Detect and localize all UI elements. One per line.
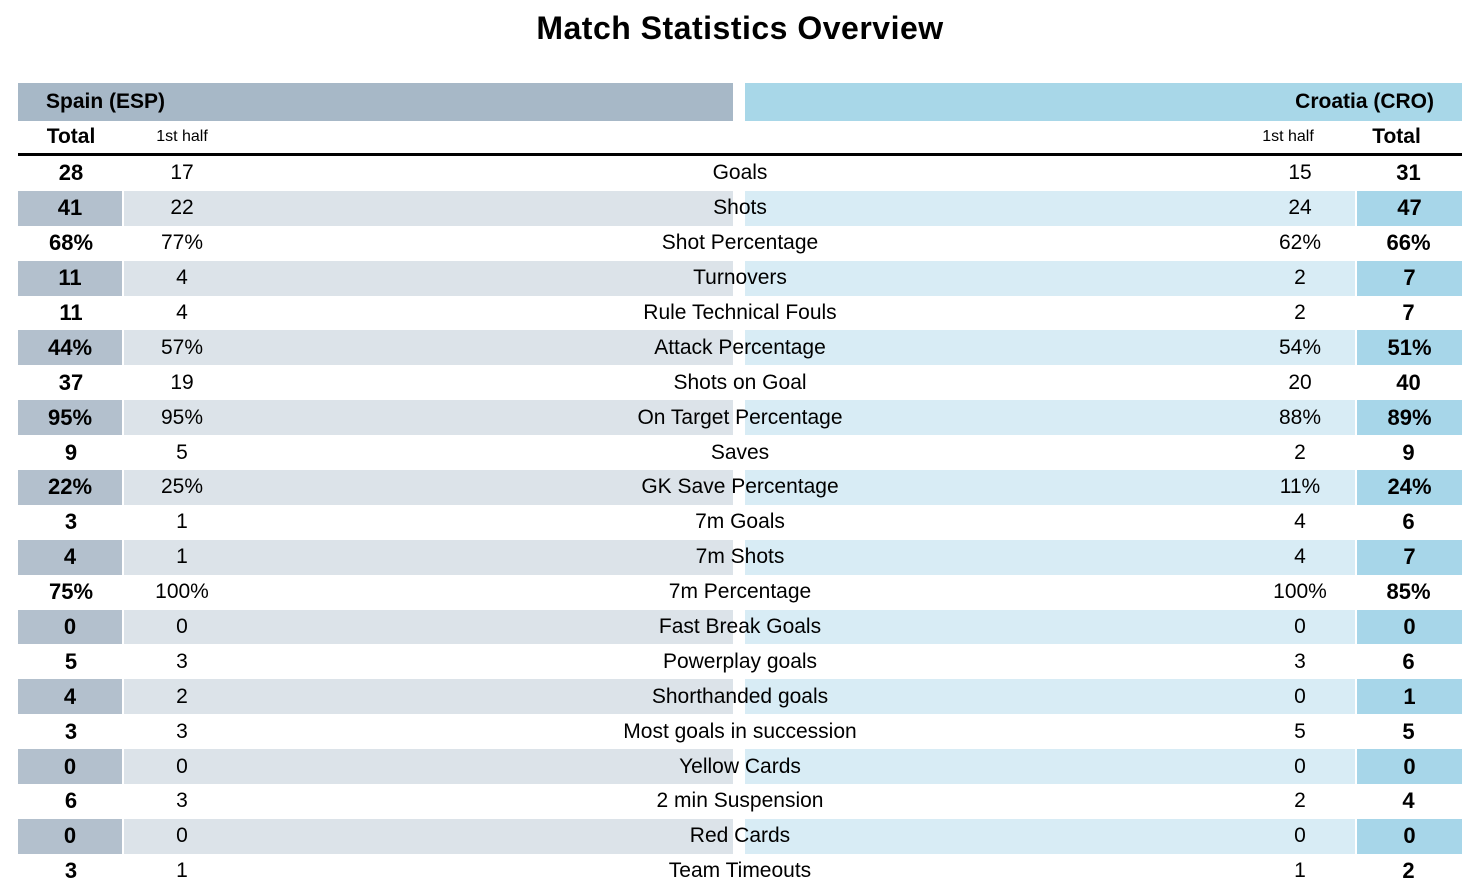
away-row-half: [745, 191, 1462, 226]
row-center-gap: [733, 505, 745, 540]
home-total-value: 6: [64, 788, 78, 814]
page-title: Match Statistics Overview: [536, 10, 944, 46]
stat-row: [18, 505, 1462, 540]
home-first-half-value: 19: [170, 370, 194, 394]
home-total-value: 3: [64, 509, 78, 535]
stat-label: Most goals in succession: [623, 719, 857, 743]
away-row-spacer: [745, 330, 1245, 365]
home-first-half-value: 1: [176, 510, 188, 534]
stat-row: [18, 854, 1462, 889]
row-center-gap: [733, 610, 745, 645]
home-row-half: [18, 610, 733, 645]
away-total-value: 89%: [1355, 400, 1462, 435]
home-first-half-value: 4: [176, 266, 188, 290]
away-row-spacer: [745, 714, 1245, 749]
stat-row: [18, 540, 1462, 575]
home-first-half-value: 1: [176, 859, 188, 883]
home-row-spacer: [240, 644, 733, 679]
stat-row: [18, 365, 1462, 400]
stat-label: On Target Percentage: [637, 405, 843, 429]
column-headers: [18, 121, 1462, 153]
home-first-half-value: 1: [176, 545, 188, 569]
away-total-value: 0: [1355, 749, 1462, 784]
home-column-headers: [18, 121, 733, 153]
stat-label: Shot Percentage: [661, 231, 819, 255]
home-total-value: 11: [18, 261, 124, 296]
home-row-spacer: [240, 365, 733, 400]
away-first-half-value: 3: [1294, 649, 1306, 673]
home-row-half: [18, 191, 733, 226]
home-row-spacer: [240, 330, 733, 365]
away-row-half: [745, 575, 1462, 610]
home-team-name: Spain (ESP): [46, 90, 166, 113]
away-row-half: [745, 400, 1462, 435]
home-total-value: 9: [64, 439, 78, 465]
home-row-spacer: [240, 784, 733, 819]
home-total-value: 22%: [18, 470, 124, 505]
home-row-spacer: [240, 679, 733, 714]
home-first-half-value: 5: [176, 440, 188, 464]
home-total-value: 4: [18, 540, 124, 575]
home-row-spacer: [240, 575, 733, 610]
home-total-value: 5: [64, 648, 78, 674]
stat-label: Powerplay goals: [662, 649, 818, 673]
stat-row: [18, 435, 1462, 470]
stat-row: [18, 679, 1462, 714]
away-row-spacer: [745, 610, 1245, 645]
home-row-spacer: [240, 191, 733, 226]
stat-label: 7m Percentage: [668, 580, 812, 604]
home-total-value: 0: [18, 749, 124, 784]
away-row-half: [745, 296, 1462, 331]
home-row-half: [18, 296, 733, 331]
away-total-value: 66%: [1386, 230, 1431, 256]
away-total-value: 51%: [1355, 330, 1462, 365]
away-row-half: [745, 261, 1462, 296]
home-first-half-value: 3: [176, 649, 188, 673]
away-row-half: [745, 226, 1462, 261]
home-total-value: 3: [64, 718, 78, 744]
row-center-gap: [733, 330, 745, 365]
stat-label: Goals: [712, 161, 768, 185]
stat-row: [18, 644, 1462, 679]
stat-row: [18, 156, 1462, 191]
away-row-half: [745, 749, 1462, 784]
stat-label: Shots: [713, 196, 767, 220]
away-total-value: 7: [1355, 540, 1462, 575]
away-first-half-value: 0: [1294, 684, 1306, 708]
away-row-half: [745, 156, 1462, 191]
home-first-half-value: 3: [176, 789, 188, 813]
stat-row: [18, 191, 1462, 226]
home-first-half-value: 100%: [155, 580, 209, 604]
away-first-half-value: 54%: [1278, 335, 1322, 359]
away-row-spacer: [745, 365, 1245, 400]
stat-label: Red Cards: [689, 824, 791, 848]
away-total-value: 7: [1402, 300, 1415, 325]
away-row-spacer: [745, 679, 1245, 714]
home-row-half: [18, 156, 733, 191]
away-first-half-value: 0: [1294, 824, 1306, 848]
row-center-gap: [733, 365, 745, 400]
home-row-half: [18, 540, 733, 575]
row-center-gap: [733, 156, 745, 191]
away-row-spacer: [745, 296, 1245, 331]
home-total-value: 11: [59, 300, 83, 325]
stat-label: Attack Percentage: [654, 335, 826, 359]
home-first-half-value: 4: [176, 301, 188, 324]
stat-row: [18, 330, 1462, 365]
home-first-half-value: 77%: [160, 231, 204, 255]
away-first-half-value: 4: [1294, 545, 1306, 569]
away-total-value: 24%: [1355, 470, 1462, 505]
stat-label: GK Save Percentage: [641, 475, 839, 499]
away-row-half: [745, 819, 1462, 854]
away-total-value: 0: [1355, 819, 1462, 854]
away-first-half-value: 2: [1294, 789, 1306, 813]
stat-row: [18, 575, 1462, 610]
stat-label: 7m Shots: [695, 545, 785, 569]
away-first-half-value: 2: [1294, 440, 1306, 464]
away-row-half: [745, 540, 1462, 575]
home-total-value: 3: [64, 858, 78, 884]
stat-row: [18, 296, 1462, 331]
stat-label: 7m Goals: [695, 510, 785, 534]
team-header-bars: [18, 83, 1462, 121]
away-total-value: 31: [1396, 160, 1421, 186]
away-first-half-value: 5: [1294, 719, 1306, 743]
row-center-gap: [733, 784, 745, 819]
away-first-half-value: 0: [1294, 754, 1306, 778]
home-team-header: [18, 83, 733, 121]
home-first-half-value: 22: [170, 196, 194, 220]
home-total-value: 28: [58, 160, 84, 186]
stats-rows: [18, 156, 1462, 889]
away-total-value: 5: [1402, 718, 1415, 744]
home-first-half-value: 0: [176, 754, 188, 778]
row-center-gap: [733, 296, 745, 331]
stat-label: Turnovers: [693, 266, 787, 290]
row-center-gap: [733, 854, 745, 889]
home-row-spacer: [240, 505, 733, 540]
stat-row: [18, 400, 1462, 435]
row-center-gap: [733, 261, 745, 296]
away-row-spacer: [745, 854, 1245, 889]
row-center-gap: [733, 540, 745, 575]
away-total-value: 7: [1355, 261, 1462, 296]
away-first-half-column-header: 1st half: [1262, 128, 1314, 145]
row-center-gap: [733, 191, 745, 226]
away-row-spacer: [745, 226, 1245, 261]
away-row-spacer: [745, 400, 1245, 435]
home-row-half: [18, 575, 733, 610]
home-total-value: 44%: [18, 330, 124, 365]
stat-row: [18, 226, 1462, 261]
home-row-half: [18, 261, 733, 296]
away-total-column-header: Total: [1372, 125, 1421, 148]
home-first-half-value: 0: [176, 824, 188, 848]
home-first-half-value: 95%: [160, 405, 204, 429]
home-row-half: [18, 784, 733, 819]
away-row-half: [745, 365, 1462, 400]
home-row-half: [18, 749, 733, 784]
away-row-spacer: [745, 575, 1245, 610]
home-row-half: [18, 505, 733, 540]
away-total-value: 9: [1402, 439, 1415, 465]
home-row-spacer: [240, 714, 733, 749]
stat-label: Team Timeouts: [668, 859, 812, 883]
away-total-value: 4: [1402, 788, 1415, 814]
away-total-value: 40: [1396, 369, 1421, 395]
away-total-value: 0: [1355, 610, 1462, 645]
stat-label: Yellow Cards: [679, 754, 801, 778]
away-row-half: [745, 714, 1462, 749]
home-total-value: 68%: [48, 230, 94, 256]
away-row-half: [745, 679, 1462, 714]
away-first-half-value: 4: [1294, 510, 1306, 534]
away-first-half-value: 88%: [1278, 405, 1322, 429]
stat-label: Shorthanded goals: [651, 684, 829, 708]
home-first-half-value: 17: [170, 161, 194, 185]
away-row-spacer: [745, 505, 1245, 540]
stat-row: [18, 749, 1462, 784]
home-first-half-value: 2: [176, 684, 188, 708]
home-total-column-header: Total: [46, 125, 96, 148]
row-center-gap: [733, 435, 745, 470]
away-row-spacer: [745, 644, 1245, 679]
row-center-gap: [733, 400, 745, 435]
row-center-gap: [733, 714, 745, 749]
home-first-half-value: 25%: [160, 475, 204, 499]
home-row-half: [18, 435, 733, 470]
home-row-half: [18, 330, 733, 365]
away-row-spacer: [745, 540, 1245, 575]
away-first-half-value: 62%: [1278, 231, 1322, 255]
home-row-spacer: [240, 400, 733, 435]
away-row-spacer: [745, 784, 1245, 819]
away-total-value: 47: [1355, 191, 1462, 226]
away-row-spacer: [745, 435, 1245, 470]
away-first-half-value: 2: [1294, 266, 1306, 290]
row-center-gap: [733, 749, 745, 784]
away-first-half-value: 1: [1294, 859, 1306, 883]
away-first-half-value: 24: [1288, 196, 1312, 220]
away-team-name: Croatia (CRO): [1295, 90, 1434, 113]
home-row-half: [18, 470, 733, 505]
away-first-half-value: 100%: [1273, 580, 1327, 604]
away-first-half-value: 0: [1294, 615, 1306, 639]
stat-row: [18, 470, 1462, 505]
home-row-spacer: [240, 261, 733, 296]
row-center-gap: [733, 470, 745, 505]
row-center-gap: [733, 575, 745, 610]
home-row-spacer: [240, 540, 733, 575]
away-first-half-value: 11%: [1279, 475, 1321, 499]
row-center-gap: [733, 226, 745, 261]
home-row-half: [18, 644, 733, 679]
home-total-value: 0: [18, 610, 124, 645]
away-total-value: 2: [1402, 858, 1415, 884]
stat-row: [18, 784, 1462, 819]
home-total-value: 95%: [18, 400, 124, 435]
away-row-half: [745, 784, 1462, 819]
row-center-gap: [733, 679, 745, 714]
away-first-half-value: 2: [1294, 301, 1306, 324]
home-row-half: [18, 365, 733, 400]
away-row-half: [745, 610, 1462, 645]
row-center-gap: [733, 644, 745, 679]
away-first-half-value: 15: [1288, 161, 1312, 185]
home-row-spacer: [240, 226, 733, 261]
stat-label: Rule Technical Fouls: [643, 301, 837, 324]
away-row-spacer: [745, 819, 1245, 854]
home-row-half: [18, 854, 733, 889]
home-first-half-column-header: 1st half: [156, 128, 208, 145]
row-center-gap: [733, 819, 745, 854]
away-team-header: [745, 83, 1462, 121]
away-total-value: 6: [1402, 648, 1415, 674]
home-row-spacer: [240, 610, 733, 645]
stat-label: Shots on Goal: [673, 370, 807, 394]
away-total-value: 6: [1402, 509, 1415, 535]
away-column-headers: [733, 121, 1450, 153]
stat-row: [18, 610, 1462, 645]
away-row-spacer: [745, 470, 1245, 505]
home-total-value: 41: [18, 191, 124, 226]
away-row-spacer: [745, 156, 1245, 191]
home-total-value: 0: [18, 819, 124, 854]
away-row-spacer: [745, 749, 1245, 784]
away-total-value: 1: [1355, 679, 1462, 714]
home-row-spacer: [240, 749, 733, 784]
away-row-spacer: [745, 261, 1245, 296]
home-first-half-value: 3: [176, 719, 188, 743]
home-total-value: 75%: [48, 579, 94, 605]
home-row-spacer: [240, 470, 733, 505]
stat-label: 2 min Suspension: [656, 789, 824, 813]
home-row-half: [18, 400, 733, 435]
away-first-half-value: 20: [1288, 370, 1312, 394]
home-row-half: [18, 714, 733, 749]
home-row-spacer: [240, 296, 733, 331]
home-row-spacer: [240, 854, 733, 889]
away-row-half: [745, 435, 1462, 470]
stat-row: [18, 714, 1462, 749]
home-total-value: 4: [18, 679, 124, 714]
home-row-spacer: [240, 435, 733, 470]
away-total-value: 85%: [1386, 579, 1431, 605]
away-row-half: [745, 505, 1462, 540]
home-total-value: 37: [58, 369, 84, 395]
home-row-half: [18, 226, 733, 261]
home-row-spacer: [240, 156, 733, 191]
away-row-spacer: [745, 191, 1245, 226]
home-row-spacer: [240, 819, 733, 854]
home-row-half: [18, 819, 733, 854]
away-row-half: [745, 644, 1462, 679]
stat-row: [18, 819, 1462, 854]
away-row-half: [745, 330, 1462, 365]
stat-label: Fast Break Goals: [658, 615, 822, 639]
home-row-half: [18, 679, 733, 714]
stat-row: [18, 261, 1462, 296]
center-gap: [733, 83, 745, 121]
away-row-half: [745, 854, 1462, 889]
home-first-half-value: 0: [176, 615, 188, 639]
stat-label: Saves: [710, 440, 770, 464]
away-row-half: [745, 470, 1462, 505]
home-first-half-value: 57%: [160, 335, 204, 359]
